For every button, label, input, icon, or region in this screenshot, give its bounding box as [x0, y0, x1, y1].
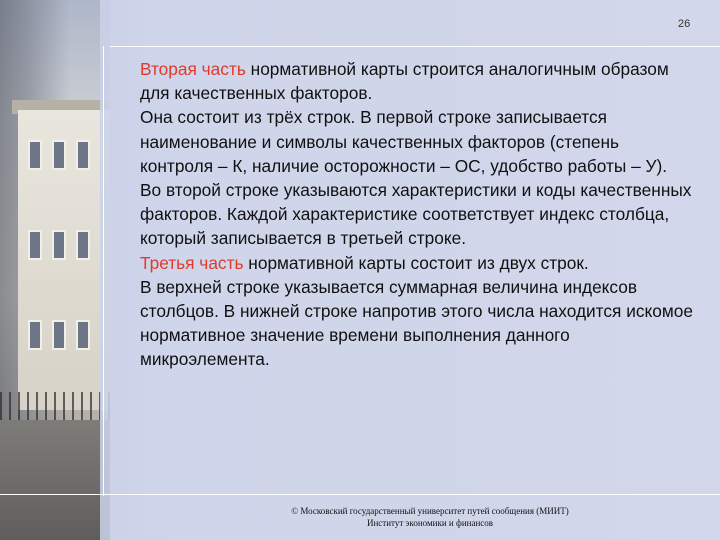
footer-divider: [0, 494, 720, 495]
ground: [0, 420, 110, 540]
page-number: 26: [678, 18, 691, 30]
building-window: [28, 230, 42, 260]
building-window: [52, 320, 66, 350]
left-divider: [103, 46, 104, 496]
building-window: [52, 140, 66, 170]
building-window: [76, 230, 90, 260]
building-window: [52, 230, 66, 260]
paragraph-text: Она состоит из трёх строк. В первой строке записывается наименование и символы качественных факторов (степень контроля – К, наличие осторожности – ОС, удобство работы – У). Во второй строке указываются характеристики и коды качественных факторов. Каждой характеристике соответствует индекс столбца, который записывается в третьей строке.: [140, 107, 692, 249]
building-window: [28, 140, 42, 170]
building-window: [76, 140, 90, 170]
paragraph-text: нормативной карты строится аналогичным образом для качественных факторов.: [140, 59, 669, 104]
paragraph-rows-values: [113, 275, 693, 372]
paragraph-second-part: [113, 57, 693, 105]
footer-institute: Институт экономики и финансов: [366, 518, 494, 528]
background-photo: [0, 0, 110, 540]
header-divider: [110, 46, 720, 47]
paragraph-third-part: [113, 251, 693, 275]
footer-copyright: © Московский государственный университет путей сообщения (МИИТ): [291, 506, 569, 516]
building-window: [76, 320, 90, 350]
paragraph-rows-description: [113, 105, 693, 250]
fence: [0, 392, 110, 422]
highlight-third-part: Третья часть: [140, 252, 244, 273]
paragraph-text: нормативной карты состоит из двух строк.: [243, 252, 589, 273]
slide-body: [113, 57, 693, 372]
footer: [150, 505, 710, 529]
paragraph-text: В верхней строке указывается суммарная величина индексов столбцов. В нижней строке напротив этого числа находится искомое нормативное значение времени выполнения данного микроэлемента.: [140, 276, 693, 370]
building-window: [28, 320, 42, 350]
highlight-second-part: Вторая часть: [140, 59, 246, 79]
